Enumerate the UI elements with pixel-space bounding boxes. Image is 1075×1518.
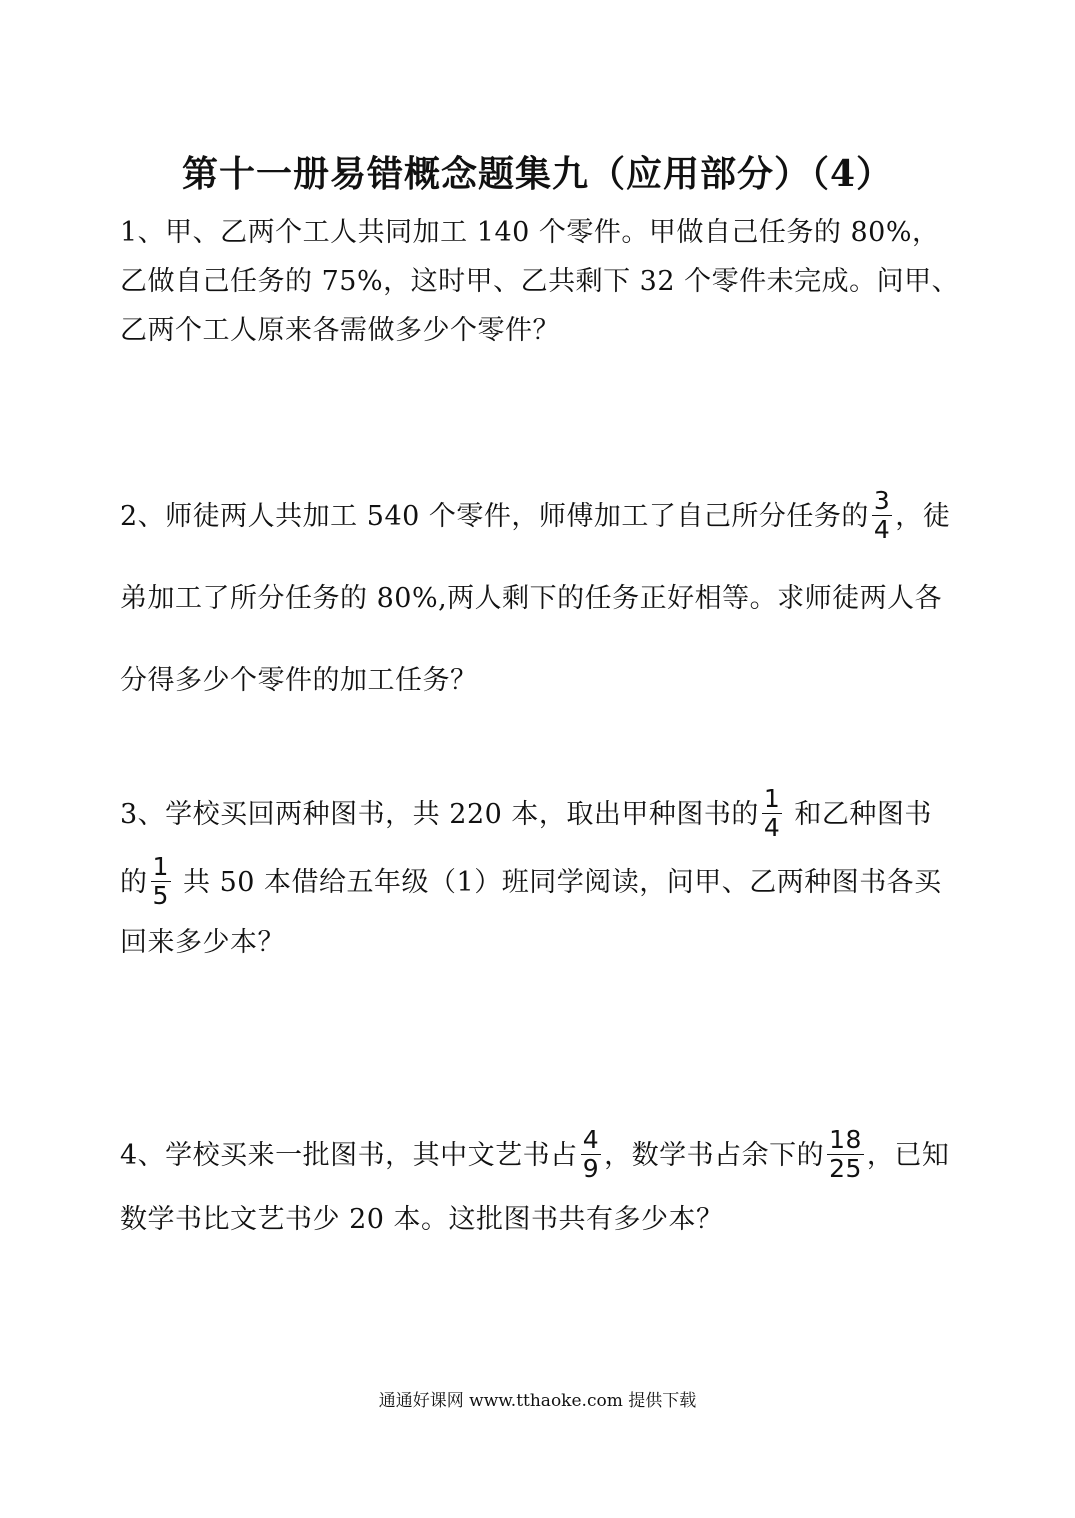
problem-3-text-part3: 的 <box>120 867 148 898</box>
fraction-one-quarter <box>762 785 782 842</box>
fraction-one-fifth <box>151 853 171 910</box>
fraction-denominator: 4 <box>763 813 781 842</box>
page-title: 第十一册易错概念题集九（应用部分）（4） <box>181 153 894 195</box>
problem-3-text-part4: 共 50 本借给五年级（1）班同学阅读，问甲、乙两种图书各买回来多少本？ <box>120 867 942 958</box>
problem-2-text-part2: ，徒弟加工了所分任务的 80%,两人剩下的任务正好相等。求师徒两人各分得多少个零件的加工任务？ <box>120 501 951 696</box>
fraction-numerator: 3 <box>873 486 891 515</box>
fraction-numerator: 1 <box>152 852 169 881</box>
fraction-three-quarters <box>872 487 892 544</box>
problem-3-text-part2: 和乙种图书 <box>785 799 932 830</box>
problem-1 <box>120 208 960 355</box>
fraction-numerator: 4 <box>582 1125 600 1154</box>
fraction-denominator: 25 <box>829 1154 862 1183</box>
footer-source: 通通好课网 www.tthaoke.com 提供下载 <box>378 1391 697 1411</box>
problem-3-text-part1: 3、学校买回两种图书，共 220 本，取出甲种图书的 <box>120 799 759 830</box>
fraction-numerator: 18 <box>829 1125 862 1154</box>
fraction-four-ninths <box>581 1126 601 1183</box>
fraction-denominator: 5 <box>152 881 169 910</box>
fraction-numerator: 1 <box>763 784 781 813</box>
fraction-eighteen-twentyfifths <box>827 1126 864 1183</box>
problem-4-text-part2: ，数学书占余下的 <box>604 1140 825 1171</box>
problem-2-text-part1: 2、师徒两人共加工 540 个零件，师傅加工了自己所分任务的 <box>120 501 869 532</box>
problem-4-text-part3: ，已知数学书比文艺书少 20 本。这批图书共有多少本？ <box>120 1140 950 1235</box>
problem-2 <box>120 476 960 722</box>
fraction-denominator: 4 <box>873 515 891 544</box>
fraction-denominator: 9 <box>582 1154 600 1183</box>
problem-1-text: 1、甲、乙两个工人共同加工 140 个零件。甲做自己任务的 80%，乙做自己任务的 75%，这时甲、乙共剩下 32 个零件未完成。问甲、乙两个工人原来各需做多少个零件？ <box>120 217 960 346</box>
problem-3 <box>120 783 960 973</box>
problem-4 <box>120 1124 960 1252</box>
problem-4-text-part1: 4、学校买来一批图书，其中文艺书占 <box>120 1140 578 1171</box>
